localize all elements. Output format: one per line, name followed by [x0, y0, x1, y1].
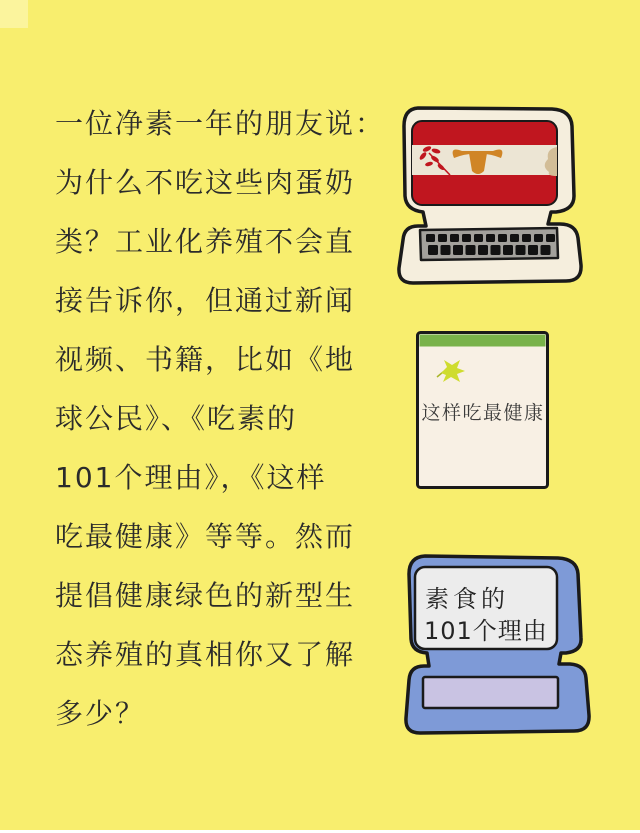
- paragraph-line: 态养殖的真相你又了解: [55, 638, 356, 671]
- paragraph-line: 视频、书籍，比如《地: [55, 343, 356, 376]
- paragraph-line: 提倡健康绿色的新型生: [55, 579, 356, 612]
- paragraph-line: 一位净素一年的朋友说：: [55, 107, 386, 140]
- paragraph-line: 101个理由》，《这样: [55, 461, 327, 494]
- paragraph-line: 类？工业化养殖不会直: [55, 225, 356, 258]
- paragraph-line: 球公民》、《吃素的: [55, 402, 298, 435]
- book-illustration: [415, 330, 555, 492]
- book-top-band: [420, 335, 546, 347]
- computer-earthlings-illustration: [390, 98, 610, 293]
- laptop-screen-text-line1: 素食的: [425, 585, 509, 613]
- book-title: 这样吃最健康: [421, 402, 545, 424]
- paragraph-line: 接告诉你，但通过新闻: [55, 284, 356, 317]
- keyboard-plate: [420, 228, 558, 260]
- computer-vegetarian-illustration: [398, 550, 593, 740]
- paragraph-line: 多少？: [55, 697, 146, 730]
- paragraph-line: 为什么不吃这些肉蛋奶: [55, 166, 356, 199]
- computer-keyboard: [420, 228, 558, 260]
- paragraph: [55, 94, 385, 743]
- laptop-screen-text-line2: 101个理由: [424, 617, 548, 645]
- laptop-keyboard-strip: [423, 677, 558, 708]
- corner-patch: [0, 0, 28, 28]
- paragraph-line: 吃最健康》等等。然而: [55, 520, 356, 553]
